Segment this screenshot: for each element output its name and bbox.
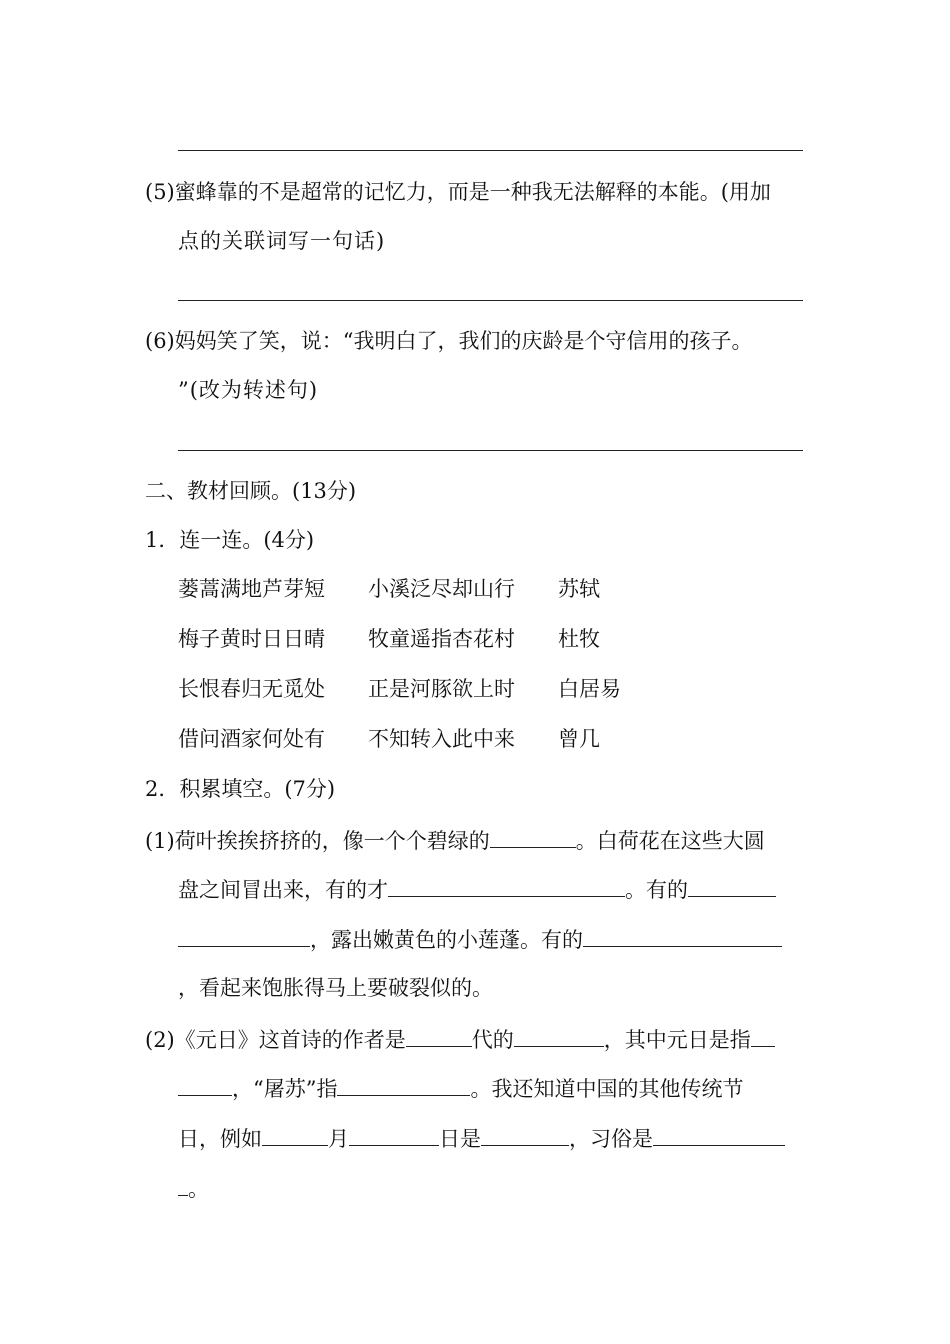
fill-text: 月 <box>328 1127 349 1151</box>
fill-text: 日，例如 <box>178 1127 262 1151</box>
fill-blank[interactable] <box>178 924 310 947</box>
match-poet: 曾几 <box>558 727 600 751</box>
fill-blank[interactable] <box>514 1024 604 1047</box>
match-row <box>178 625 803 653</box>
match-row <box>178 725 803 753</box>
match-line-b: 正是河豚欲上时 <box>368 677 515 701</box>
item-2-title: 2．积累填空。(7分) <box>145 777 336 801</box>
fill-text: ，其中元日是指 <box>603 1028 751 1052</box>
question-6-line1: (6)妈妈笑了笑，说：“我明白了，我们的庆龄是个守信用的孩子。 <box>145 329 753 353</box>
match-poet: 杜牧 <box>558 627 600 651</box>
fill-blank[interactable] <box>406 1024 472 1047</box>
fill-2-line1 <box>145 1024 775 1054</box>
match-line-a: 长恨春归无觅处 <box>178 677 325 701</box>
match-line-a: 借问酒家何处有 <box>178 727 325 751</box>
match-line-b: 小溪泛尽却山行 <box>368 577 515 601</box>
question-6-line2: ”(改为转述句) <box>178 378 319 402</box>
fill-text: ，习俗是 <box>569 1127 653 1151</box>
match-poet: 白居易 <box>558 677 621 701</box>
fill-blank[interactable] <box>583 924 782 947</box>
fill-text: 。我还知道中国的其他传统节 <box>470 1077 744 1101</box>
match-line-b: 不知转入此中来 <box>368 727 515 751</box>
fill-text: ，“屠苏”指 <box>232 1077 338 1101</box>
fill-1-line4: ，看起来饱胀得马上要破裂似的。 <box>178 976 493 1000</box>
fill-2-line4 <box>178 1173 209 1203</box>
fill-blank[interactable] <box>178 1073 232 1096</box>
fill-blank[interactable] <box>751 1024 775 1047</box>
fill-text: ，露出嫩黄色的小莲蓬。有的 <box>310 928 583 952</box>
fill-blank[interactable] <box>688 874 776 897</box>
fill-blank[interactable] <box>337 1073 470 1096</box>
fill-1-line1 <box>145 825 765 855</box>
fill-blank[interactable] <box>349 1123 439 1146</box>
fill-text: (1)荷叶挨挨挤挤的，像一个个碧绿的 <box>145 829 490 853</box>
fill-text: 。白荷花在这些大圆 <box>575 829 765 853</box>
fill-text: (2)《元日》这首诗的作者是 <box>145 1028 406 1052</box>
question-5-line1: (5)蜜蜂靠的不是超常的记忆力，而是一种我无法解释的本能。(用加 <box>145 180 771 204</box>
match-poet: 苏轼 <box>558 577 600 601</box>
answer-line <box>178 300 803 301</box>
fill-blank[interactable] <box>388 874 625 897</box>
match-row <box>178 675 803 703</box>
fill-1-line2 <box>178 874 776 904</box>
match-row <box>178 575 803 603</box>
section-2-title: 二、教材回顾。(13分) <box>145 479 357 503</box>
fill-2-line2 <box>178 1073 743 1103</box>
question-5-line2: 点的关联词写一句话) <box>178 229 386 253</box>
fill-2-line3 <box>178 1123 785 1153</box>
fill-text: 盘之间冒出来，有的才 <box>178 878 388 902</box>
answer-line <box>178 150 803 151</box>
fill-text: 代的 <box>471 1028 514 1052</box>
match-line-a: 梅子黄时日日晴 <box>178 627 325 651</box>
fill-blank[interactable] <box>490 825 576 848</box>
fill-text: 。 <box>188 1177 209 1201</box>
fill-blank[interactable] <box>178 1173 188 1196</box>
item-1-title: 1．连一连。(4分) <box>145 528 315 552</box>
fill-blank[interactable] <box>481 1123 569 1146</box>
fill-text: 日是 <box>439 1127 481 1151</box>
fill-text: 。有的 <box>625 878 688 902</box>
match-line-a: 蒌蒿满地芦芽短 <box>178 577 325 601</box>
match-line-b: 牧童遥指杏花村 <box>368 627 515 651</box>
fill-blank[interactable] <box>653 1123 785 1146</box>
fill-blank[interactable] <box>262 1123 328 1146</box>
answer-line <box>178 450 803 451</box>
fill-1-line3 <box>178 924 782 954</box>
